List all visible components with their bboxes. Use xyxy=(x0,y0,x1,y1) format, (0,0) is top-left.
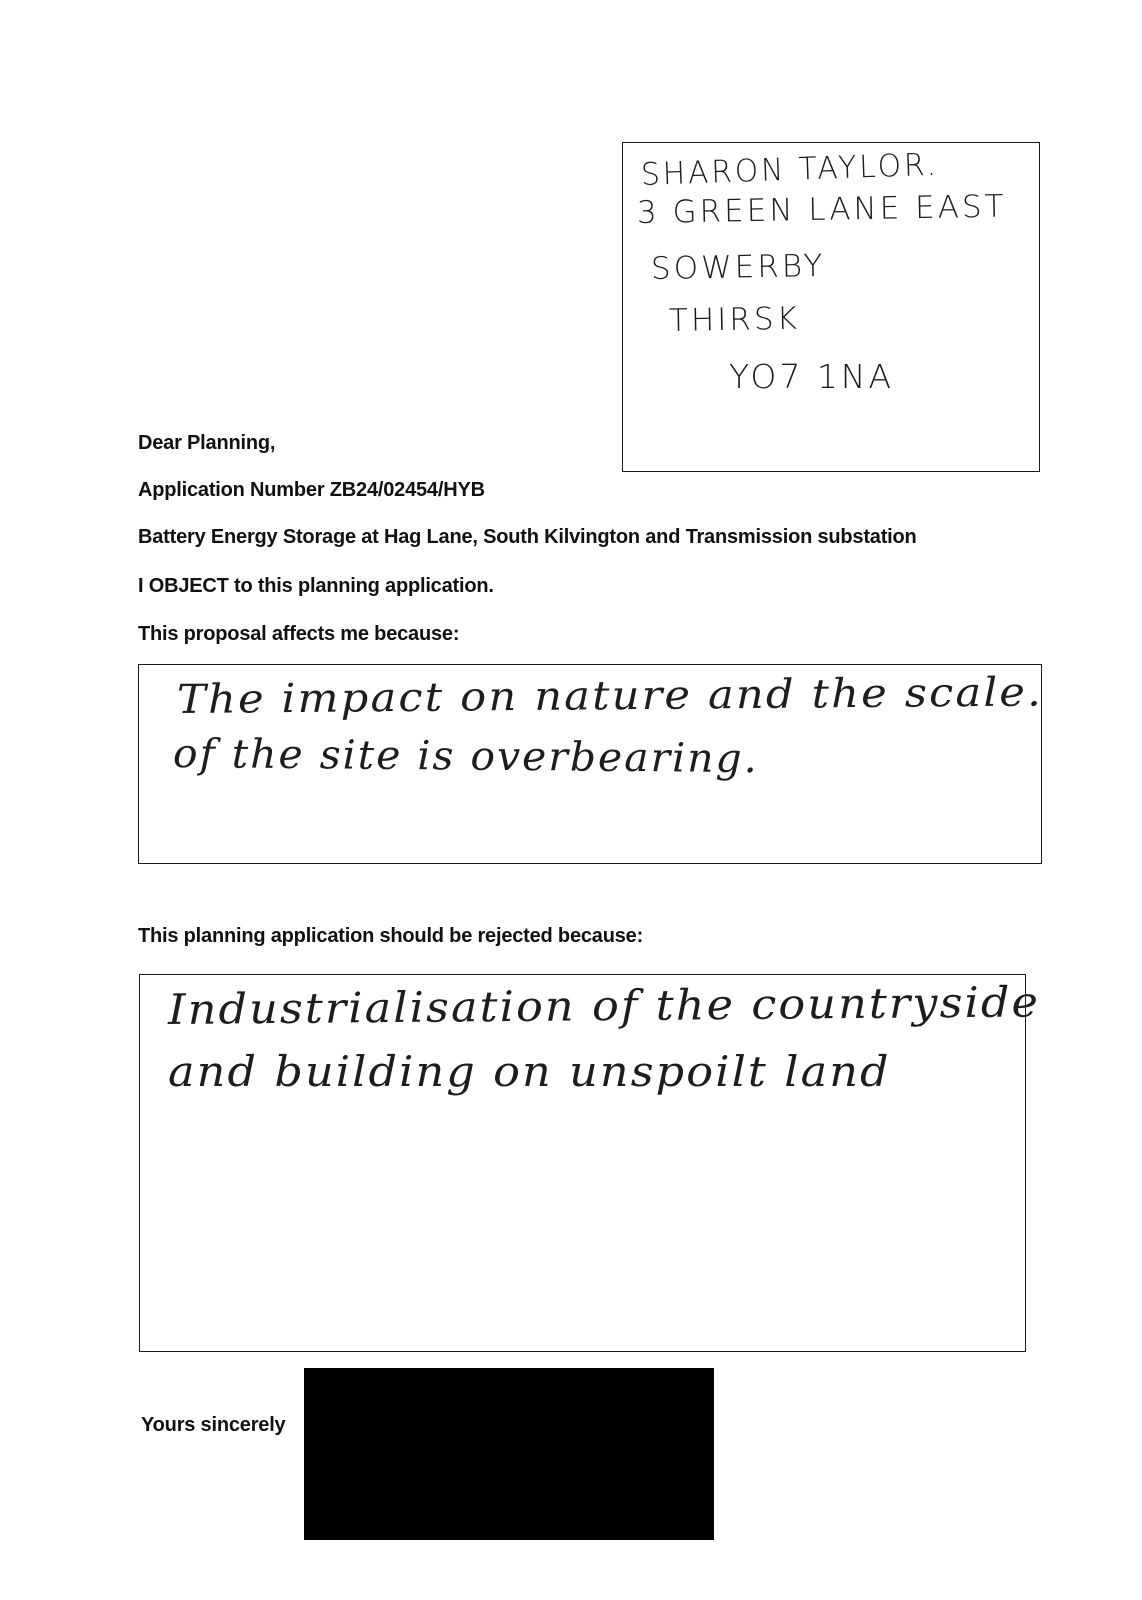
affects-handwriting-line-2: of the site is overbearing. xyxy=(172,731,759,783)
objection-statement: I OBJECT to this planning application. xyxy=(138,575,494,597)
signature-redaction xyxy=(304,1368,714,1540)
address-name: SHARON TAYLOR. xyxy=(640,146,940,193)
reject-handwriting-line-2: and building on unspoilt land xyxy=(168,1047,891,1096)
application-number: Application Number ZB24/02454/HYB xyxy=(138,479,485,501)
closing: Yours sincerely xyxy=(141,1414,286,1436)
affects-handwriting-line-1: The impact on nature and the scale. xyxy=(176,669,1044,723)
reject-response-box xyxy=(139,974,1041,1352)
sender-address-box xyxy=(622,142,1040,472)
address-town: THIRSK xyxy=(668,300,801,339)
reject-heading: This planning application should be rejected because: xyxy=(138,925,644,947)
address-village: SOWERBY xyxy=(650,247,826,287)
address-street: 3 GREEN LANE EAST xyxy=(636,188,1007,231)
affects-response-box xyxy=(138,664,1042,864)
salutation: Dear Planning, xyxy=(138,432,276,454)
address-postcode: YO7 1NA xyxy=(729,357,895,396)
project-description: Battery Energy Storage at Hag Lane, South Kilvington and Transmission substation xyxy=(138,526,917,548)
reject-handwriting-line-1: Industrialisation of the countryside xyxy=(167,977,1041,1034)
affects-heading: This proposal affects me because: xyxy=(138,623,460,645)
